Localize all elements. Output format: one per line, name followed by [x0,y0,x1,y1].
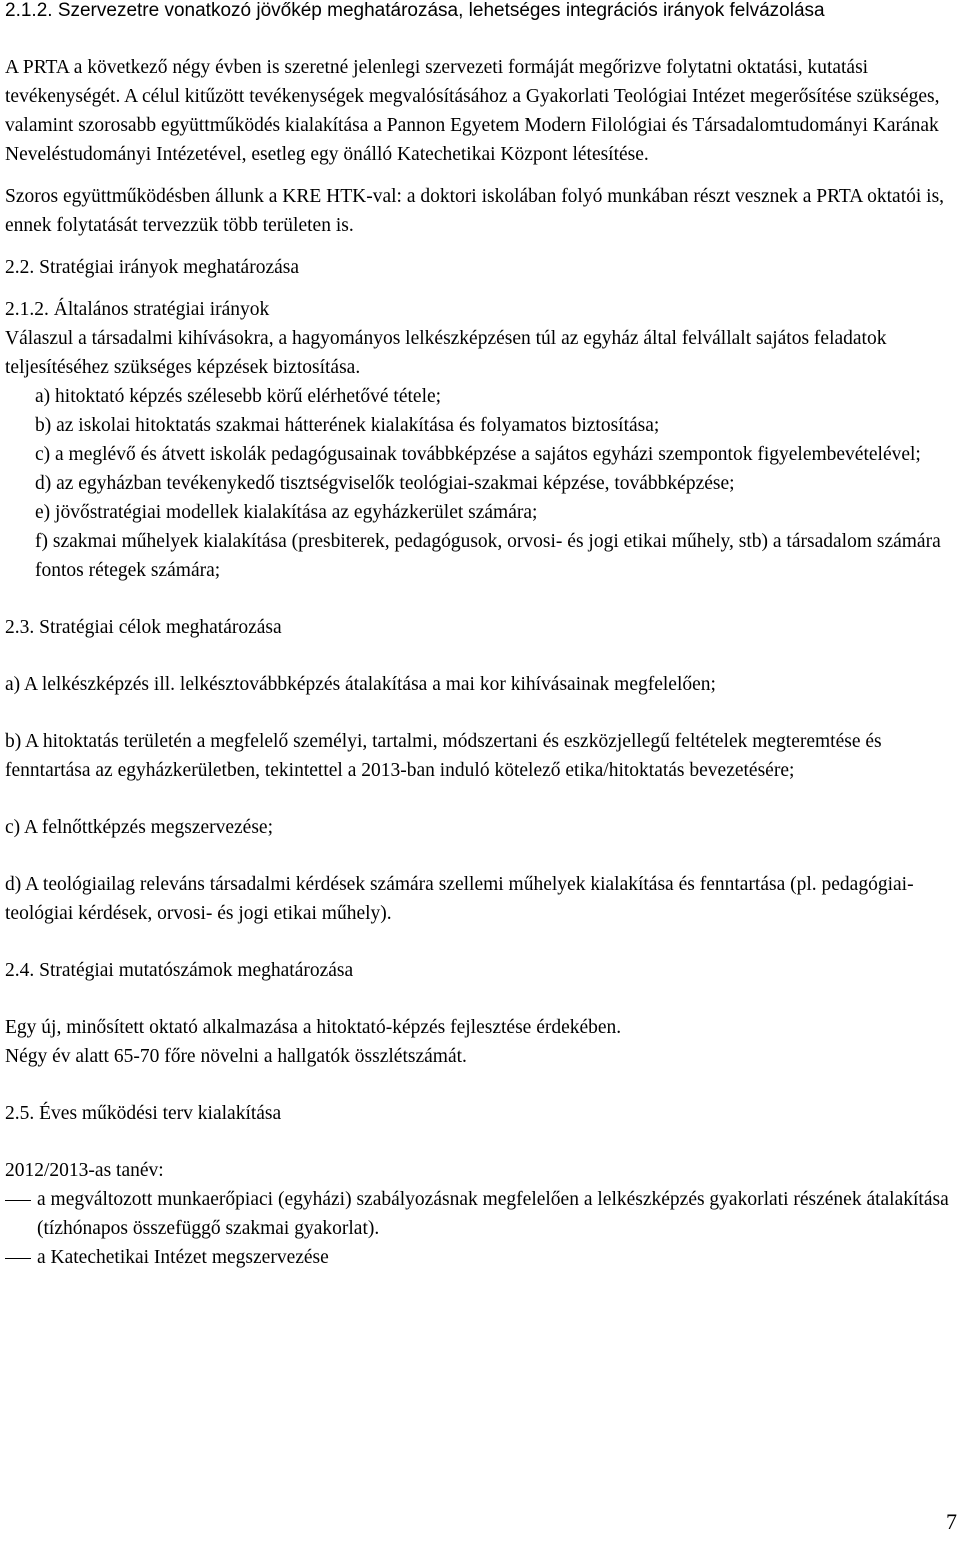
dash-bullet [5,1200,31,1243]
general-directions-intro: Válaszul a társadalmi kihívásokra, a hagyományos lelkészképzésen túl az egyház által felvállalt sajátos feladatok teljesítéséhez szükséges képzések biztosítása. [5,328,887,378]
section-2-2-heading: 2.2. Stratégiai irányok meghatározása [5,257,300,278]
goal-item-c: c) A felnőttképzés megszervezése; [5,817,274,838]
section-2-1-2-paragraph-2: Szoros együttműködésben állunk a KRE HTK-val: a doktori iskolában folyó munkában részt vesznek a PRTA oktatói is, ennek folytatását tervezzük több területen is. [5,186,945,236]
section-2-5-heading: 2.5. Éves működési terv kialakítása [5,1103,282,1124]
plan-item [5,1243,953,1272]
section-2-1-2-heading: 2.1.2. Szervezetre vonatkozó jövőkép meghatározása, lehetséges integrációs irányok felvázolása [5,0,825,21]
document-page [5,0,953,1272]
goal-item-a: a) A lelkészképzés ill. lelkésztovábbképzés átalakítása a mai kor kihívásainak megfelelően; [5,674,716,695]
plan-item-text: a megváltozott munkaerőpiaci (egyházi) szabályozásnak megfelelően a lelkészképzés gyakorlati részének átalakítása (tízhónapos összefüggő szakmai gyakorlat). [37,1189,949,1239]
general-directions-list [5,382,953,585]
list-item: f) szakmai műhelyek kialakítása (presbiterek, pedagógusok, orvosi- és jogi etikai műhely, stb) a társadalom számára fontos rétegek számára; [35,531,941,581]
goal-item-d: d) A teológiailag releváns társadalmi kérdések számára szellemi műhelyek kialakítása és fenntartása (pl. pedagógiai-teológiai kérdések, orvosi- és jogi etikai műhely). [5,874,914,924]
academic-year-label: 2012/2013-as tanév: [5,1160,164,1181]
plan-item [5,1185,953,1243]
list-item: d) az egyházban tevékenykedő tisztségviselők teológiai-szakmai képzése, továbbképzése; [35,473,735,494]
page-number: 7 [946,1509,957,1534]
indicator-line-1: Egy új, minősített oktató alkalmazása a hitoktató-képzés fejlesztése érdekében. [5,1017,622,1038]
list-item: e) jövőstratégiai modellek kialakítása az egyházkerület számára; [35,502,538,523]
dash-bullet [5,1258,31,1272]
list-item: a) hitoktató képzés szélesebb körű elérhetővé tétele; [35,386,442,407]
goal-item-b: b) A hitoktatás területén a megfelelő személyi, tartalmi, módszertani és eszközjellegű feltételek megteremtése és fenntartása az egyházkerületben, tekintettel a 2013-ban induló kötelező etika/hitoktatás bevezetésére; [5,731,882,781]
section-2-1-2-paragraph-1: A PRTA a következő négy évben is szeretné jelenlegi szervezeti formáját megőrizve folytatni oktatási, kutatási tevékenységét. A célul kitűzött tevékenységek megvalósításához a Gyakorlati Teológiai Intézet megerősítése szükséges, valamint szorosabb együttműködés kialakítása a Pannon Egyetem Modern Filológiai és Társadalomtudományi Karának Neveléstudományi Intézetével, esetleg egy önálló Katechetikai Központ létesítése. [5,57,940,165]
plan-item-text: a Katechetikai Intézet megszervezése [37,1247,329,1268]
section-2-1-2-general-heading: 2.1.2. Általános stratégiai irányok [5,299,270,320]
section-2-4-heading: 2.4. Stratégiai mutatószámok meghatározása [5,960,354,981]
indicator-line-2: Négy év alatt 65-70 főre növelni a hallgatók összlétszámát. [5,1046,467,1067]
section-2-3-heading: 2.3. Stratégiai célok meghatározása [5,617,282,638]
list-item: c) a meglévő és átvett iskolák pedagógusainak továbbképzése a sajátos egyházi szempontok figyelembevételével; [35,444,921,465]
list-item: b) az iskolai hitoktatás szakmai hátterének kialakítása és folyamatos biztosítása; [35,415,660,436]
